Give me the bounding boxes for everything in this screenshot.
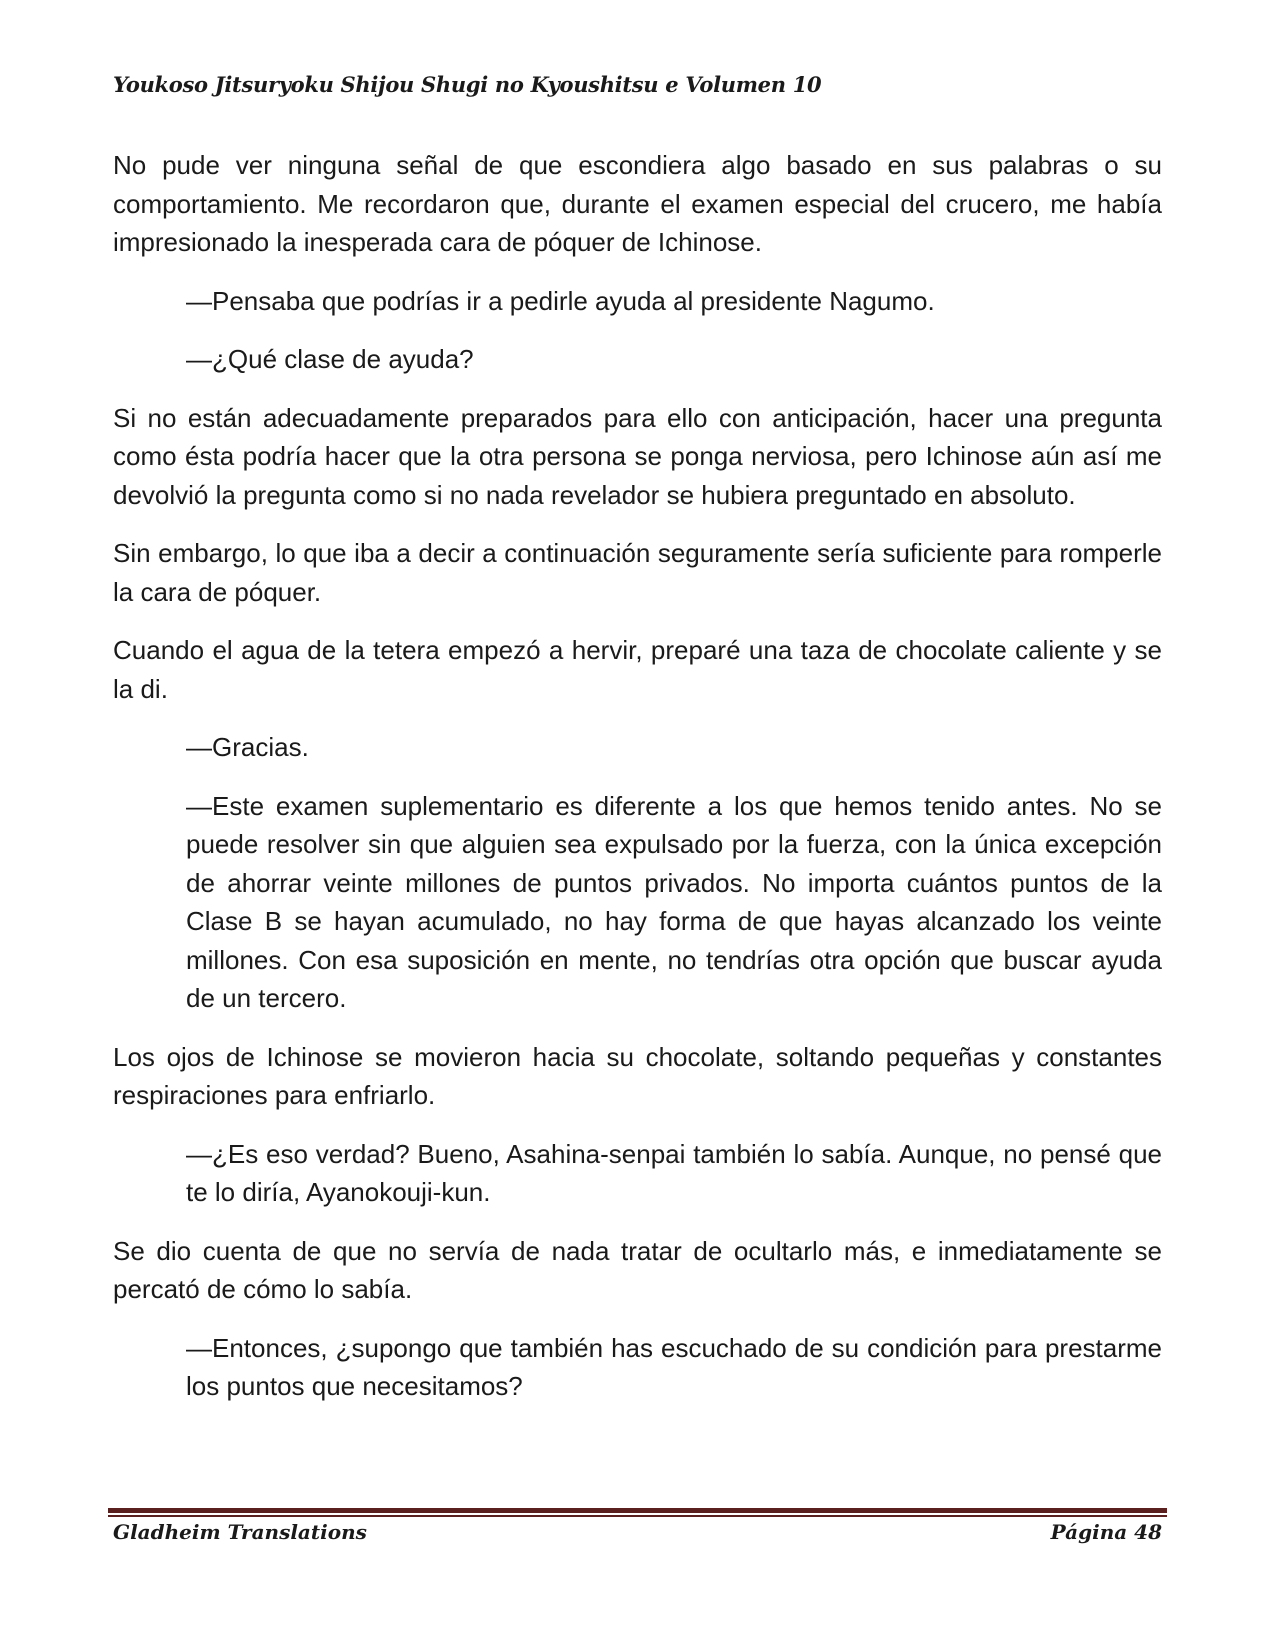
paragraph: Si no están adecuadamente preparados para ello con anticipación, hacer una pregunta como ésta podría hacer que la otra persona se ponga nerviosa, pero Ichinose aún así me devolvió la pregunta como si no nada revelador se hubiera preguntado en absoluto.	[113, 402, 1162, 510]
page-footer	[113, 1520, 1162, 1544]
footer-divider	[108, 1508, 1167, 1517]
dialogue-line: —¿Es eso verdad? Bueno, Asahina-senpai también lo sabía. Aunque, no pensé que te lo diría, Ayanokouji-kun.	[186, 1138, 1162, 1207]
paragraph: No pude ver ninguna señal de que escondiera algo basado en sus palabras o su comportamiento. Me recordaron que, durante el examen especial del crucero, me había impresionado la inesperada cara de póquer de Ichinose.	[113, 150, 1162, 257]
paragraph: Sin embargo, lo que iba a decir a continuación seguramente sería suficiente para romperle la cara de póquer.	[113, 538, 1162, 607]
dialogue-line: —¿Qué clase de ayuda?	[186, 344, 474, 374]
running-header: Youkoso Jitsuryoku Shijou Shugi no Kyoushitsu e Volumen 10	[113, 72, 822, 97]
dialogue-line: —Este examen suplementario es diferente a los que hemos tenido antes. No se puede resolver sin que alguien sea expulsado por la fuerza, con la única excepción de ahorrar veinte millones de puntos privados. No importa cuántos puntos de la Clase B se hayan acumulado, no hay forma de que hayas alcanzado los veinte millones. Con esa suposición en mente, no tendrías otra opción que buscar ayuda de un tercero.	[186, 790, 1162, 1013]
footer-divider-thin	[108, 1515, 1167, 1517]
paragraph: Los ojos de Ichinose se movieron hacia su chocolate, soltando pequeñas y constantes respiraciones para enfriarlo.	[113, 1041, 1162, 1110]
paragraph: Se dio cuenta de que no servía de nada tratar de ocultarlo más, e inmediatamente se percató de cómo lo sabía.	[113, 1235, 1162, 1304]
footer-divider-thick	[108, 1508, 1167, 1513]
paragraph: Cuando el agua de la tetera empezó a hervir, preparé una taza de chocolate caliente y se la di.	[113, 635, 1162, 704]
footer-credit: Gladheim Translations	[113, 1520, 367, 1544]
dialogue-line: —Pensaba que podrías ir a pedirle ayuda al presidente Nagumo.	[186, 285, 935, 316]
body-text	[113, 146, 1162, 1426]
dialogue-line: —Gracias.	[186, 732, 309, 762]
page-number: Página 48	[1050, 1520, 1162, 1544]
dialogue-line: —Entonces, ¿supongo que también has escuchado de su condición para prestarme los puntos que necesitamos?	[186, 1332, 1162, 1401]
